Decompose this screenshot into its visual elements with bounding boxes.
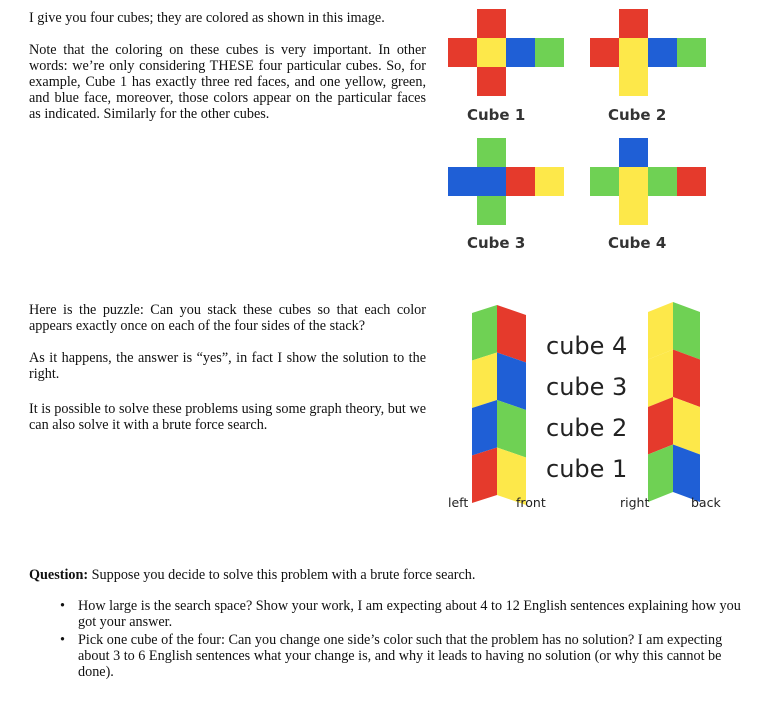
cube-3-bottom-face: [477, 196, 506, 225]
cube-4-bottom-face: [619, 196, 648, 225]
stack-right-face: [648, 445, 673, 503]
bullet-item: [60, 632, 750, 680]
bullet-marker: •: [60, 598, 65, 614]
stack-label-cube-4: cube 4: [546, 332, 628, 360]
cube-3-far-face: [535, 167, 564, 196]
stack-back-face: [673, 397, 700, 455]
cube-2-label: Cube 2: [608, 106, 667, 124]
puzzle-paragraph-1-text: Here is the puzzle: Can you stack these cubes so that each color appears exactly once on each of the four sides of the stack?: [29, 302, 426, 334]
intro-sentence: I give you four cubes; they are colored as shown in this image.: [29, 10, 385, 26]
cube-1-far-face: [535, 38, 564, 67]
side-label-right: right: [620, 495, 650, 510]
cube-4-right-face: [648, 167, 677, 196]
cube-3-top-face: [477, 138, 506, 167]
cube-3-label: Cube 3: [467, 234, 526, 252]
stack-back-face: [673, 445, 700, 503]
puzzle-paragraph-3-text: It is possible to solve these problems using some graph theory, but we can also solve it with a brute force search.: [29, 401, 426, 433]
cube-3-left-face: [448, 167, 477, 196]
cube-2-bottom-face: [619, 67, 648, 96]
cube-1-bottom-face: [477, 67, 506, 96]
stack-right-face: [648, 350, 673, 408]
cube-3-right-face: [506, 167, 535, 196]
stack-label-cube-1: cube 1: [546, 455, 628, 483]
question-text: [29, 567, 749, 583]
stack-left-face: [472, 305, 497, 361]
cube-1-top-face: [477, 9, 506, 38]
cube-2-left-face: [590, 38, 619, 67]
stack-front-face: [497, 400, 526, 458]
bullet-text: Pick one cube of the four: Can you change one side’s color such that the problem has no solution? I am expecting about 3 to 6 English sentences what your change is, and why it leads to having no solution (or why this cannot be done).: [78, 632, 723, 680]
side-label-left: left: [448, 495, 469, 510]
stack-back-face: [673, 302, 700, 360]
question-lead: Question:: [29, 567, 89, 583]
bullet-item: [60, 598, 750, 630]
cube-1-label: Cube 1: [467, 106, 526, 124]
cube-2-top-face: [619, 9, 648, 38]
side-label-back: back: [691, 495, 721, 510]
bullet-marker: •: [60, 632, 65, 648]
stack-front-face: [497, 305, 526, 363]
cube-2-center-face: [619, 38, 648, 67]
puzzle-paragraph-2-text: As it happens, the answer is “yes”, in fact I show the solution to the right.: [29, 350, 426, 382]
side-label-front: front: [516, 495, 546, 510]
cube-2-far-face: [677, 38, 706, 67]
stack-left-face: [472, 353, 497, 409]
question-line: [29, 567, 749, 583]
stack-right-face: [648, 302, 673, 360]
cube-1-right-face: [506, 38, 535, 67]
cube-3-center-face: [477, 167, 506, 196]
bullet-text: How large is the search space? Show your work, I am expecting about 4 to 12 English sentences explaining how you got your answer.: [78, 598, 741, 630]
intro-paragraph-text: Note that the coloring on these cubes is very important. In other words: we’re only considering THESE four particular cubes. So, for example, Cube 1 has exactly three red faces, and one yellow, green, and blue face, moreover, those colors appear on the particular faces as indicated. Similarly for the other cubes.: [29, 42, 426, 122]
stack-front-face: [497, 353, 526, 411]
cube-2-right-face: [648, 38, 677, 67]
cube-4-center-face: [619, 167, 648, 196]
cube-4-top-face: [619, 138, 648, 167]
cube-1-center-face: [477, 38, 506, 67]
stack-label-cube-2: cube 2: [546, 414, 628, 442]
stack-left-face: [472, 448, 497, 504]
stack-left-face: [472, 400, 497, 456]
question-body: Suppose you decide to solve this problem with a brute force search.: [88, 567, 476, 583]
question-bullets: [60, 598, 750, 682]
stack-label-cube-3: cube 3: [546, 373, 628, 401]
cube-1-left-face: [448, 38, 477, 67]
cube-4-far-face: [677, 167, 706, 196]
stack-right-face: [648, 397, 673, 455]
cube-4-left-face: [590, 167, 619, 196]
stack-back-face: [673, 350, 700, 408]
cube-4-label: Cube 4: [608, 234, 667, 252]
